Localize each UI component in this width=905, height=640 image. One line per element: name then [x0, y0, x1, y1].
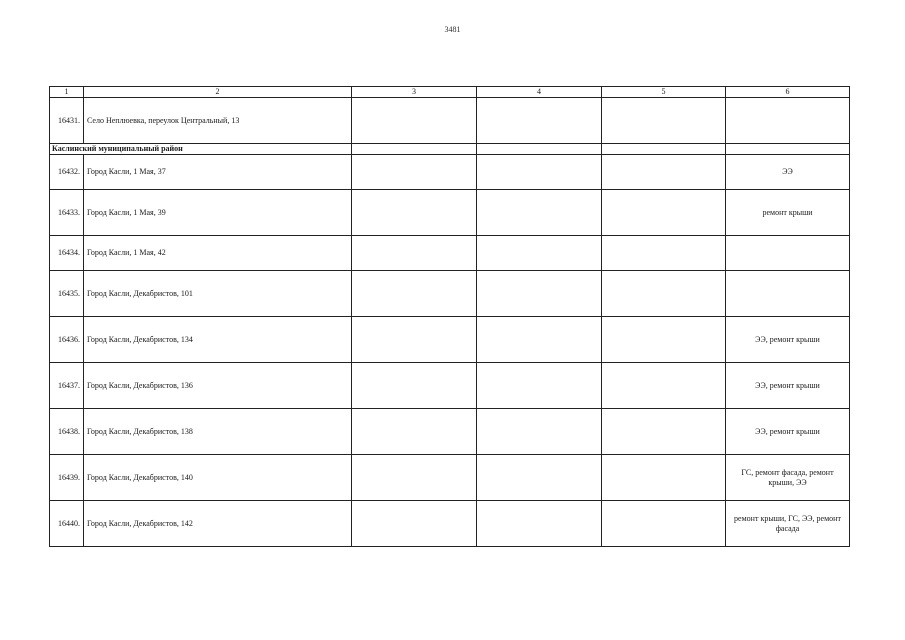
row-address: Село Неплюевка, переулок Центральный, 13: [84, 98, 352, 144]
row-works: ЭЭ, ремонт крыши: [726, 409, 850, 455]
section-empty-cell: [477, 144, 602, 155]
column-header-2: 2: [84, 87, 352, 98]
table-row: [50, 501, 850, 547]
row-col3: [352, 271, 477, 317]
row-col3: [352, 155, 477, 190]
row-works: ЭЭ, ремонт крыши: [726, 363, 850, 409]
row-address: Город Касли, Декабристов, 140: [84, 455, 352, 501]
table-row: [50, 455, 850, 501]
row-col5: [602, 190, 726, 236]
row-col4: [477, 501, 602, 547]
row-col4: [477, 455, 602, 501]
row-address: Город Касли, Декабристов, 138: [84, 409, 352, 455]
table-row: [50, 271, 850, 317]
row-address: Город Касли, Декабристов, 101: [84, 271, 352, 317]
row-col3: [352, 190, 477, 236]
row-col3: [352, 501, 477, 547]
table-row: [50, 409, 850, 455]
row-works: ремонт крыши, ГС, ЭЭ, ремонт фасада: [726, 501, 850, 547]
row-number: 16439.: [50, 455, 84, 501]
column-header-4: 4: [477, 87, 602, 98]
row-col5: [602, 271, 726, 317]
row-col4: [477, 271, 602, 317]
table-body: [50, 98, 850, 547]
section-row: [50, 144, 850, 155]
row-col5: [602, 236, 726, 271]
table-row: [50, 190, 850, 236]
row-col5: [602, 155, 726, 190]
section-empty-cell: [602, 144, 726, 155]
row-number: 16433.: [50, 190, 84, 236]
row-col3: [352, 98, 477, 144]
row-number: 16431.: [50, 98, 84, 144]
row-col4: [477, 409, 602, 455]
row-col5: [602, 98, 726, 144]
row-col4: [477, 98, 602, 144]
row-works: [726, 236, 850, 271]
row-col3: [352, 317, 477, 363]
section-empty-cell: [726, 144, 850, 155]
row-col4: [477, 317, 602, 363]
row-works: ГС, ремонт фасада, ремонт крыши, ЭЭ: [726, 455, 850, 501]
row-address: Город Касли, Декабристов, 134: [84, 317, 352, 363]
row-number: 16436.: [50, 317, 84, 363]
row-works: ЭЭ, ремонт крыши: [726, 317, 850, 363]
row-works: ЭЭ: [726, 155, 850, 190]
row-col5: [602, 363, 726, 409]
row-address: Город Касли, 1 Мая, 37: [84, 155, 352, 190]
row-col5: [602, 501, 726, 547]
row-address: Город Касли, Декабристов, 136: [84, 363, 352, 409]
row-address: Город Касли, 1 Мая, 39: [84, 190, 352, 236]
column-header-5: 5: [602, 87, 726, 98]
row-number: 16440.: [50, 501, 84, 547]
header-row: [50, 87, 850, 98]
row-address: Город Касли, 1 Мая, 42: [84, 236, 352, 271]
row-number: 16432.: [50, 155, 84, 190]
register-table: [49, 86, 850, 547]
page-number: 3481: [444, 25, 461, 34]
column-header-3: 3: [352, 87, 477, 98]
row-col4: [477, 236, 602, 271]
section-title: Каслинский муниципальный район: [50, 144, 352, 155]
row-number: 16438.: [50, 409, 84, 455]
row-col4: [477, 155, 602, 190]
column-header-6: 6: [726, 87, 850, 98]
row-col3: [352, 236, 477, 271]
table-row: [50, 155, 850, 190]
row-col4: [477, 190, 602, 236]
row-works: [726, 271, 850, 317]
row-col5: [602, 409, 726, 455]
table-row: [50, 98, 850, 144]
row-works: ремонт крыши: [726, 190, 850, 236]
row-number: 16434.: [50, 236, 84, 271]
row-col5: [602, 455, 726, 501]
table-row: [50, 363, 850, 409]
row-col5: [602, 317, 726, 363]
column-header-1: 1: [50, 87, 84, 98]
row-address: Город Касли, Декабристов, 142: [84, 501, 352, 547]
row-col4: [477, 363, 602, 409]
row-col3: [352, 409, 477, 455]
row-col3: [352, 363, 477, 409]
table-row: [50, 317, 850, 363]
section-empty-cell: [352, 144, 477, 155]
table-row: [50, 236, 850, 271]
row-col3: [352, 455, 477, 501]
row-works: [726, 98, 850, 144]
row-number: 16435.: [50, 271, 84, 317]
row-number: 16437.: [50, 363, 84, 409]
table-header: [50, 87, 850, 98]
